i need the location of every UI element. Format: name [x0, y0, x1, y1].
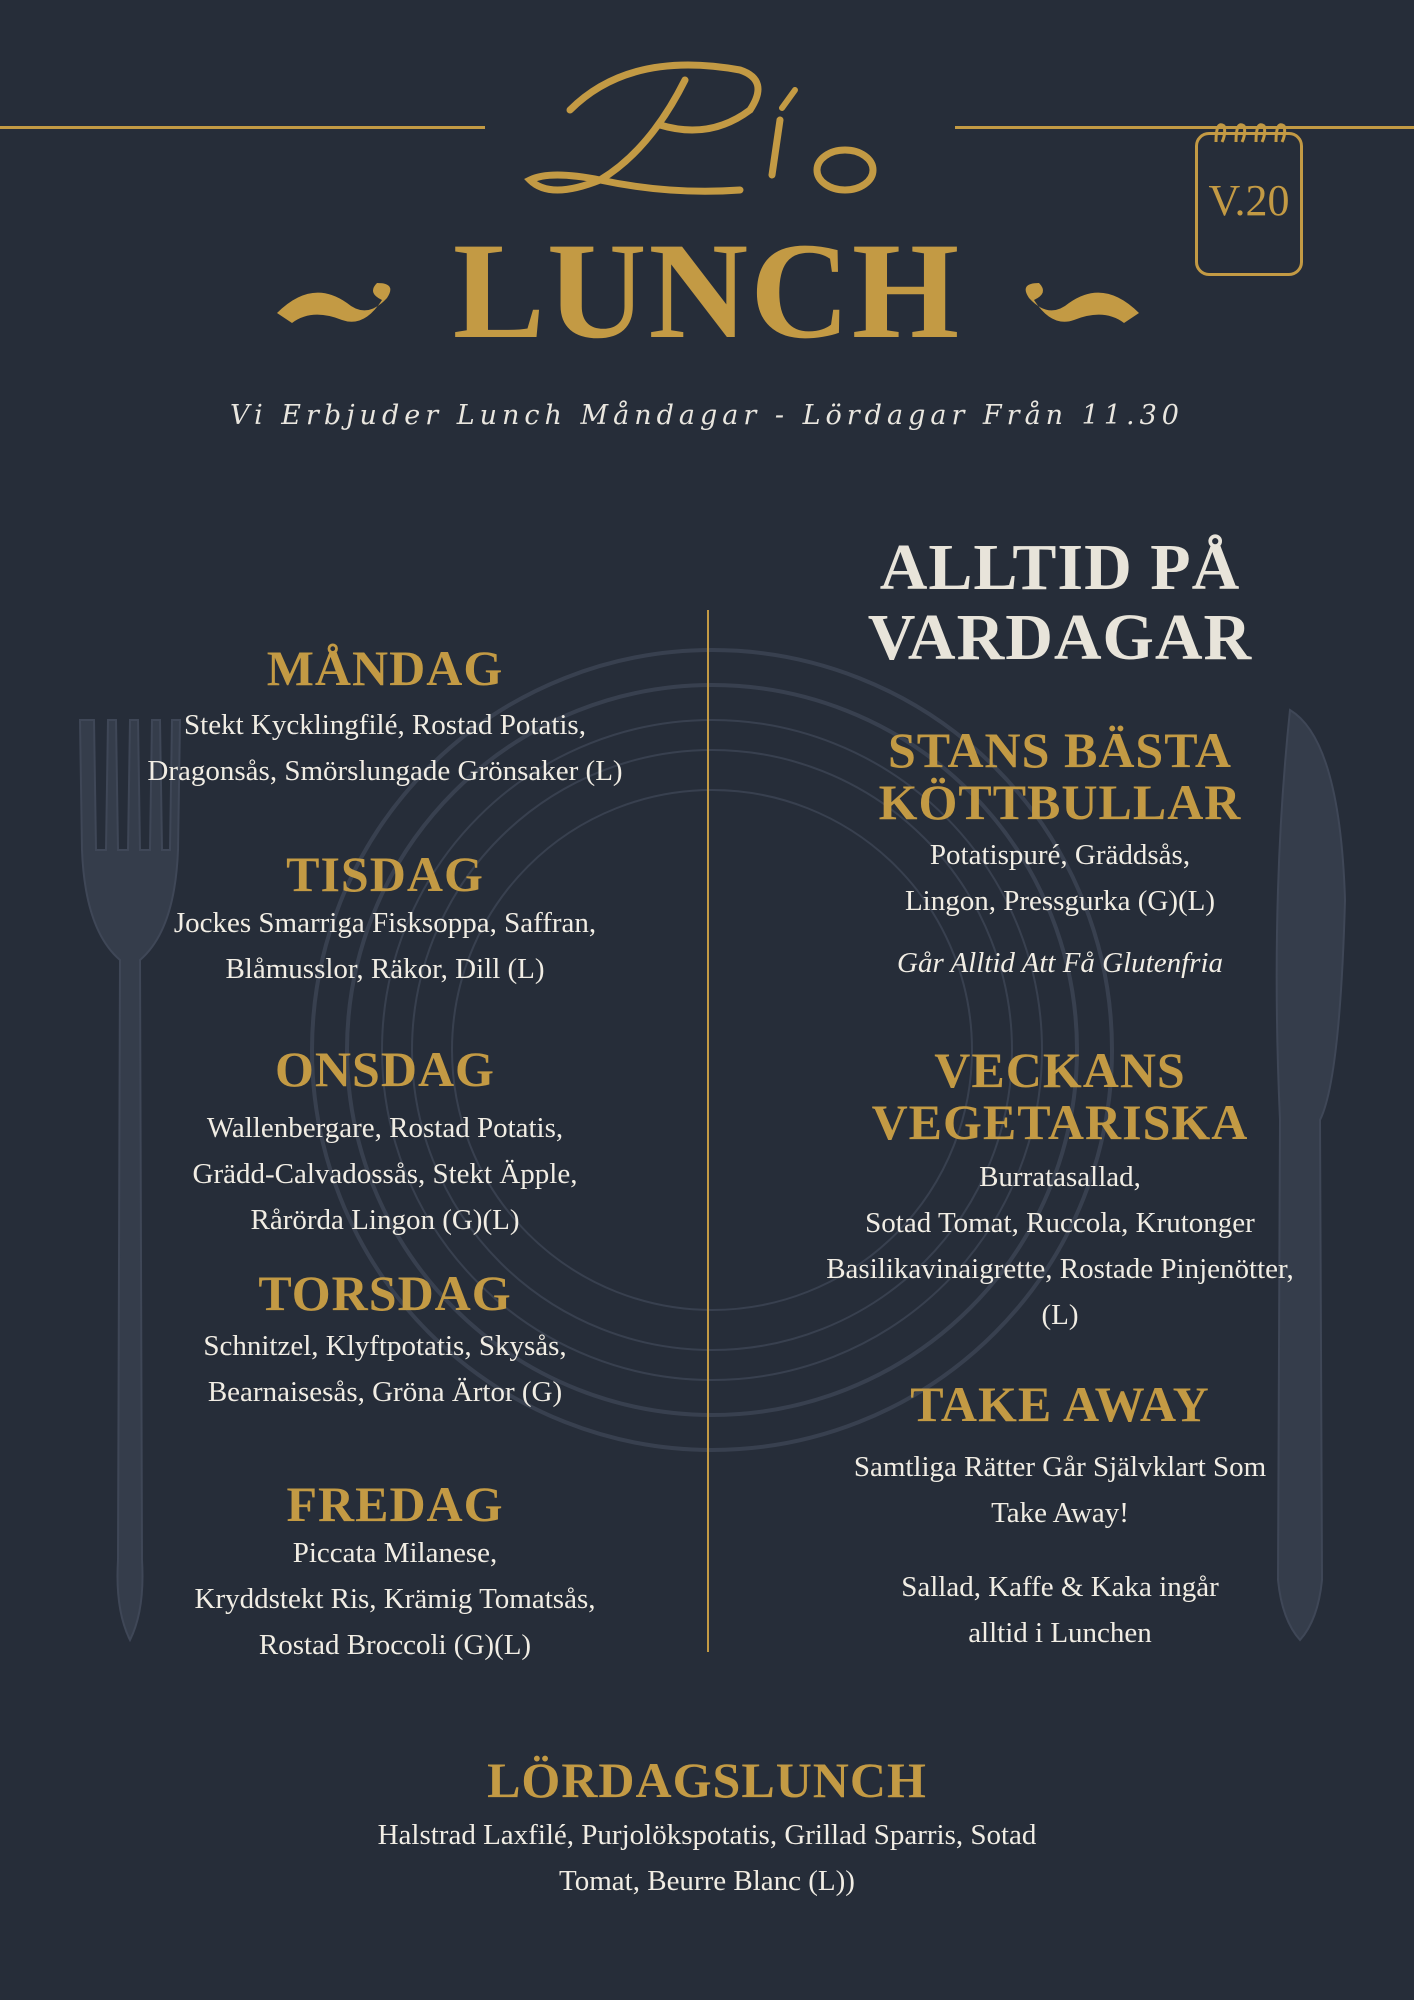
dish-line: Lingon, Pressgurka (G)(L) — [904, 885, 1216, 917]
kottbullar-section — [740, 724, 1380, 986]
dish-line: Jockes Smarriga Fisksoppa, Saffran, — [173, 907, 597, 939]
section-heading: VEGETARISKA — [871, 1094, 1249, 1150]
saturday-section — [0, 1754, 1414, 1904]
dish-line: (L) — [1041, 1299, 1079, 1331]
heading-line: VARDAGAR — [867, 601, 1253, 674]
takeaway-section — [740, 1378, 1380, 1656]
dish-line: Halstrad Laxfilé, Purjolökspotatis, Grillad Sparris, Sotad — [377, 1819, 1037, 1851]
dish-line: Grädd-Calvadossås, Stekt Äpple, — [192, 1158, 578, 1190]
dish-line: Sotad Tomat, Ruccola, Krutonger — [865, 1207, 1255, 1239]
wednesday-section — [40, 1043, 730, 1243]
lunch-title: LUNCH — [452, 214, 962, 367]
tuesday-section — [40, 848, 730, 992]
opening-hours-subtitle: Vi Erbjuder Lunch Måndagar - Lördagar Från 11.30 — [230, 400, 1184, 431]
dish-line: Rårörda Lingon (G)(L) — [250, 1204, 520, 1236]
day-heading: MÅNDAG — [266, 640, 504, 696]
week-number: V.20 — [1208, 176, 1290, 225]
dish-line: Bearnaisesås, Gröna Ärtor (G) — [207, 1376, 563, 1408]
friday-section — [40, 1478, 750, 1668]
section-heading: KÖTTBULLAR — [878, 774, 1242, 830]
vegetarian-section — [740, 1044, 1380, 1338]
ornament-right-icon — [1014, 268, 1144, 348]
day-heading: TORSDAG — [258, 1265, 512, 1321]
included-line: alltid i Lunchen — [968, 1617, 1152, 1649]
dish-line: Tomat, Beurre Blanc (L)) — [559, 1865, 855, 1897]
weekday-heading — [740, 533, 1380, 673]
dish-line: Take Away! — [991, 1497, 1129, 1529]
day-heading: TISDAG — [286, 846, 484, 902]
dish-line: Samtliga Rätter Går Självklart Som — [853, 1451, 1267, 1483]
header-rule-right — [955, 126, 1414, 129]
dish-line: Potatispuré, Gräddsås, — [929, 839, 1191, 871]
dish-line: Basilikavinaigrette, Rostade Pinjenötter, — [826, 1253, 1294, 1285]
header-rule-left — [0, 126, 485, 129]
dish-line: Kryddstekt Ris, Krämig Tomatsås, — [194, 1583, 596, 1615]
section-heading: VECKANS — [934, 1042, 1186, 1098]
dish-line: Schnitzel, Klyftpotatis, Skysås, — [203, 1330, 567, 1362]
heading-line: ALLTID PÅ — [879, 531, 1241, 604]
dish-line: Burratasallad, — [979, 1161, 1141, 1193]
section-heading: LÖRDAGSLUNCH — [487, 1752, 927, 1808]
dish-line: Piccata Milanese, — [292, 1537, 498, 1569]
pio-logo — [510, 30, 930, 210]
gluten-free-note: Går Alltid Att Få Glutenfria — [897, 947, 1223, 979]
dish-line: Stekt Kycklingfilé, Rostad Potatis, — [184, 709, 586, 741]
section-heading: STANS BÄSTA — [888, 722, 1232, 778]
section-heading: TAKE AWAY — [910, 1376, 1210, 1432]
day-heading: FREDAG — [286, 1476, 504, 1532]
included-line: Sallad, Kaffe & Kaka ingår — [901, 1571, 1219, 1603]
day-heading: ONSDAG — [275, 1041, 495, 1097]
dish-line: Blåmusslor, Räkor, Dill (L) — [225, 953, 545, 985]
thursday-section — [40, 1267, 730, 1415]
dish-line: Dragonsås, Smörslungade Grönsaker (L) — [147, 755, 623, 787]
dish-line: Wallenbergare, Rostad Potatis, — [206, 1112, 564, 1144]
monday-section — [40, 642, 730, 794]
dish-line: Rostad Broccoli (G)(L) — [258, 1629, 532, 1661]
